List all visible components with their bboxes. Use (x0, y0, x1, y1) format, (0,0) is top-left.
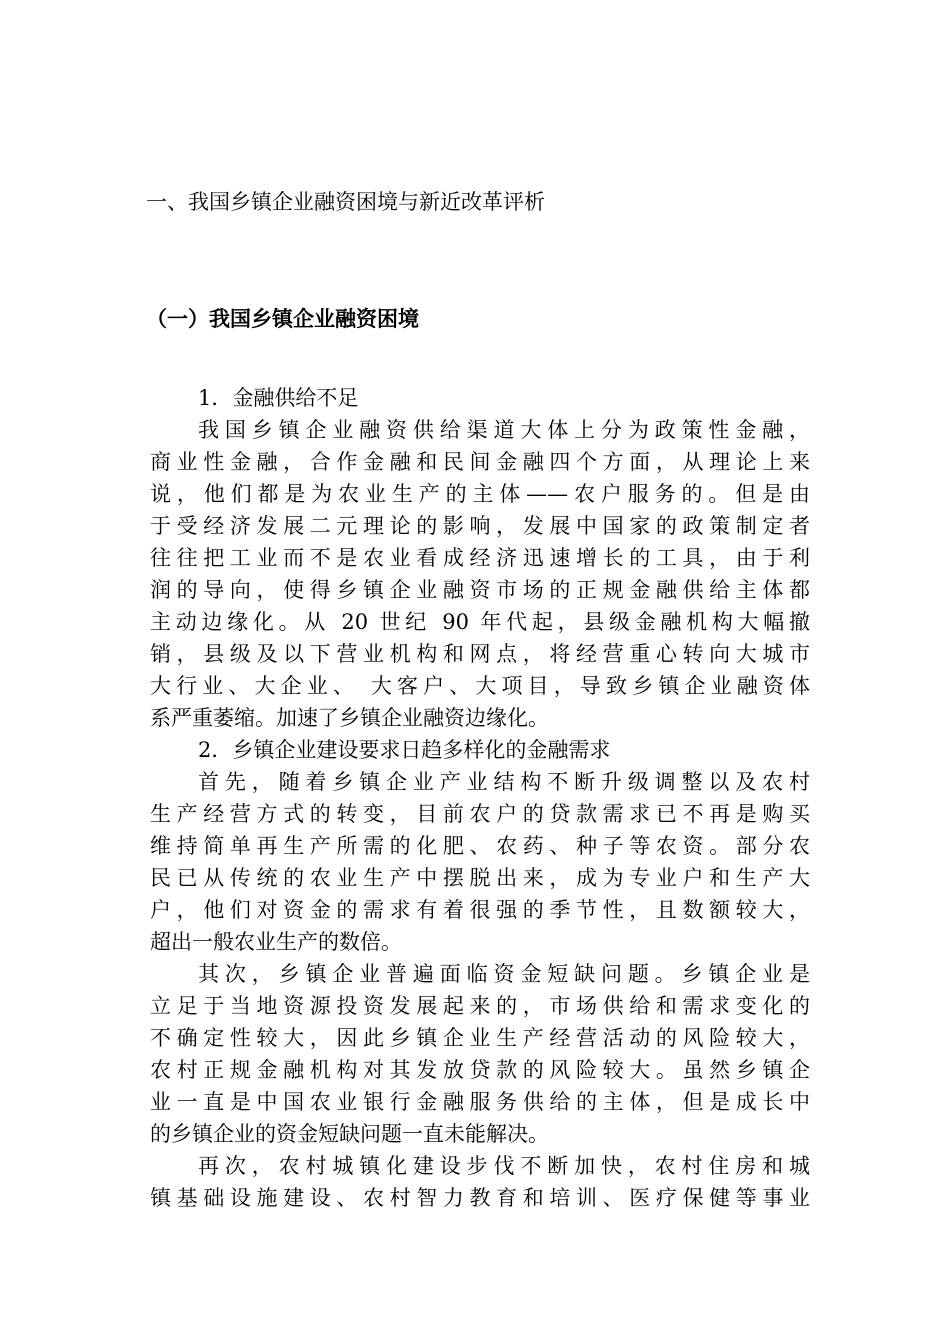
text-line: 1．金融供给不足 (198, 386, 359, 410)
text-line: 再次，农村城镇化建设步伐不断加快，农村住房和城 (198, 1154, 810, 1178)
text-line: 2．乡镇企业建设要求日趋多样化的金融需求 (198, 738, 611, 762)
text-line: 维持简单再生产所需的化肥、农药、种子等农资。部分农 (150, 834, 810, 858)
text-line: 大行业、大企业、 大客户、大项目，导致乡镇企业融资体 (150, 674, 810, 698)
text-line: 业一直是中国农业银行金融服务供给的主体，但是成长中 (150, 1090, 810, 1114)
body-text (150, 382, 810, 1214)
text-line: 往往把工业而不是农业看成经济迅速增长的工具，由于利 (150, 546, 810, 570)
text-line: 立足于当地资源投资发展起来的，市场供给和需求变化的 (150, 994, 810, 1018)
text-line: 户，他们对资金的需求有着很强的季节性，且数额较大， (150, 898, 810, 922)
text-line: 商业性金融，合作金融和民间金融四个方面，从理论上来 (150, 450, 810, 474)
text-line: 于受经济发展二元理论的影响，发展中国家的政策制定者 (150, 514, 810, 538)
text-line: 镇基础设施建设、农村智力教育和培训、医疗保健等事业 (150, 1186, 810, 1210)
text-line: 生产经营方式的转变，目前农户的贷款需求已不再是购买 (150, 802, 810, 826)
text-line: 农村正规金融机构对其发放贷款的风险较大。虽然乡镇企 (150, 1058, 810, 1082)
text-line: 销，县级及以下营业机构和网点，将经营重心转向大城市 (150, 642, 810, 666)
text-line: 我国乡镇企业融资供给渠道大体上分为政策性金融， (198, 418, 810, 442)
text-line: 系严重萎缩。加速了乡镇企业融资边缘化。 (150, 706, 549, 730)
text-line: 其次，乡镇企业普遍面临资金短缺问题。乡镇企业是 (198, 962, 810, 986)
text-line: 超出一般农业生产的数倍。 (150, 930, 402, 954)
section-heading: （一）我国乡镇企业融资困境 (146, 306, 419, 331)
text-line: 不确定性较大，因此乡镇企业生产经营活动的风险较大， (150, 1026, 810, 1050)
chapter-heading: 一、我国乡镇企业融资困境与新近改革评析 (146, 190, 545, 214)
text-line: 主动边缘化。从 20 世纪 90 年代起，县级金融机构大幅撤 (150, 610, 810, 634)
text-line: 首先，随着乡镇企业产业结构不断升级调整以及农村 (198, 770, 810, 794)
text-line: 的乡镇企业的资金短缺问题一直未能解决。 (150, 1122, 549, 1146)
text-line: 润的导向，使得乡镇企业融资市场的正规金融供给主体都 (150, 578, 810, 602)
text-line: 说，他们都是为农业生产的主体——农户服务的。但是由 (150, 482, 810, 506)
text-line: 民已从传统的农业生产中摆脱出来，成为专业户和生产大 (150, 866, 810, 890)
